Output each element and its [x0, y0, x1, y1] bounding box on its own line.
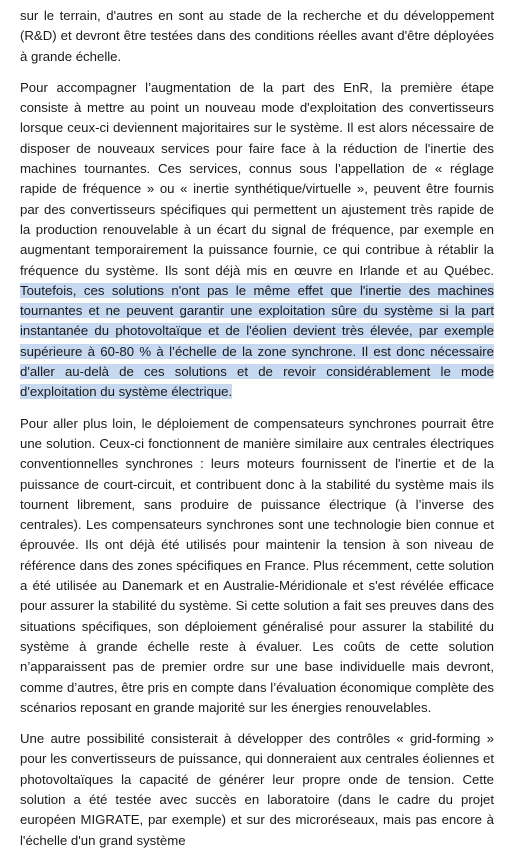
paragraph-text[interactable]: Une autre possibilité consisterait à développer des contrôles « grid-forming » pour les convertisseurs de puissance, qui donneraient aux centrales éoliennes et photovoltaïques la capacité de générer leur propre onde de tension. Cette solution a été testée avec succès en laboratoire (dans le cadre du projet européen MIGRATE, par exemple) et sur des microréseaux, mais pas encore à l'échelle d'un grand système: [20, 731, 494, 848]
paragraph-text[interactable]: Pour aller plus loin, le déploiement de compensateurs synchrones pourrait être une solution. Ceux-ci fonctionnent de manière similaire aux centrales électriques conventionnelles synchrones : leurs moteurs fournissent de l'inertie et de la puissance de court-circuit, et contribuent donc à la stabilité du système mais ils tournent librement, sans produire de puissance électrique (à l’inverse des centrales). Les compensateurs synchrones sont une technologie bien connue et éprouvée. Ils ont déjà été utilisés pour maintenir la tension à son niveau de référence dans des zones spécifiques en France. Plus récemment, cette solution a été utilisée au Danemark et en Australie-Méridionale et s'est révélée efficace pour assurer la stabilité du système. Si cette solution a fait ses preuves dans des situations spécifiques, son déploiement généralisé pour assurer la stabilité du système à grande échelle reste à évaluer. Les coûts de cette solution n’apparaissent pas de premier ordre sur une base individuelle mais devront, comme d’autres, être pris en compte dans l’évaluation économique complète des scénarios reposant en grande majorité sur les énergies renouvelables.: [20, 415, 494, 715]
document-body: [20, 0, 494, 862]
paragraph-converters-operation: [20, 78, 494, 403]
selected-text-highlight[interactable]: Toutefois, ces solutions n'ont pas le même effet que l'inertie des machines tournantes et ne peuvent garantir une exploitation sûre du système si la part instantanée du photovoltaïque et de l'éolien devient très élevée, par exemple supérieure à 60-80 % à l’échelle de la zone synchrone. Il est donc nécessaire d'aller au-delà de ces solutions et de revoir considérablement le mode d'exploitation du système électrique.: [20, 282, 494, 400]
paragraph-rd-testing: [20, 6, 494, 67]
paragraph-text[interactable]: sur le terrain, d'autres en sont au stade de la recherche et du développement (R&D) et devront être testées dans des conditions réelles avant d'être déployées à grande échelle.: [20, 8, 494, 64]
paragraph-grid-forming: [20, 729, 494, 851]
paragraph-text[interactable]: Pour accompagner l’augmentation de la part des EnR, la première étape consiste à mettre au point un nouveau mode d'exploitation des convertisseurs lorsque ceux-ci deviennent majoritaires sur le système. Il est alors nécessaire de disposer de nouveaux services pour faire face à la réduction de l'inertie des machines tournantes. Ces services, connus sous l’appellation de « réglage rapide de fréquence » ou « inertie synthétique/virtuelle », peuvent être fournis par des convertisseurs spécifiques qui permettent un ajustement très rapide de la production renouvelable à un écart du signal de fréquence, par exemple en augmentant temporairement la puissance fournie, ce qui contribue à rétablir la fréquence du système. Ils sont déjà mis en œuvre en Irlande et au Québec.: [20, 79, 494, 278]
paragraph-synchronous-compensators: [20, 414, 494, 718]
